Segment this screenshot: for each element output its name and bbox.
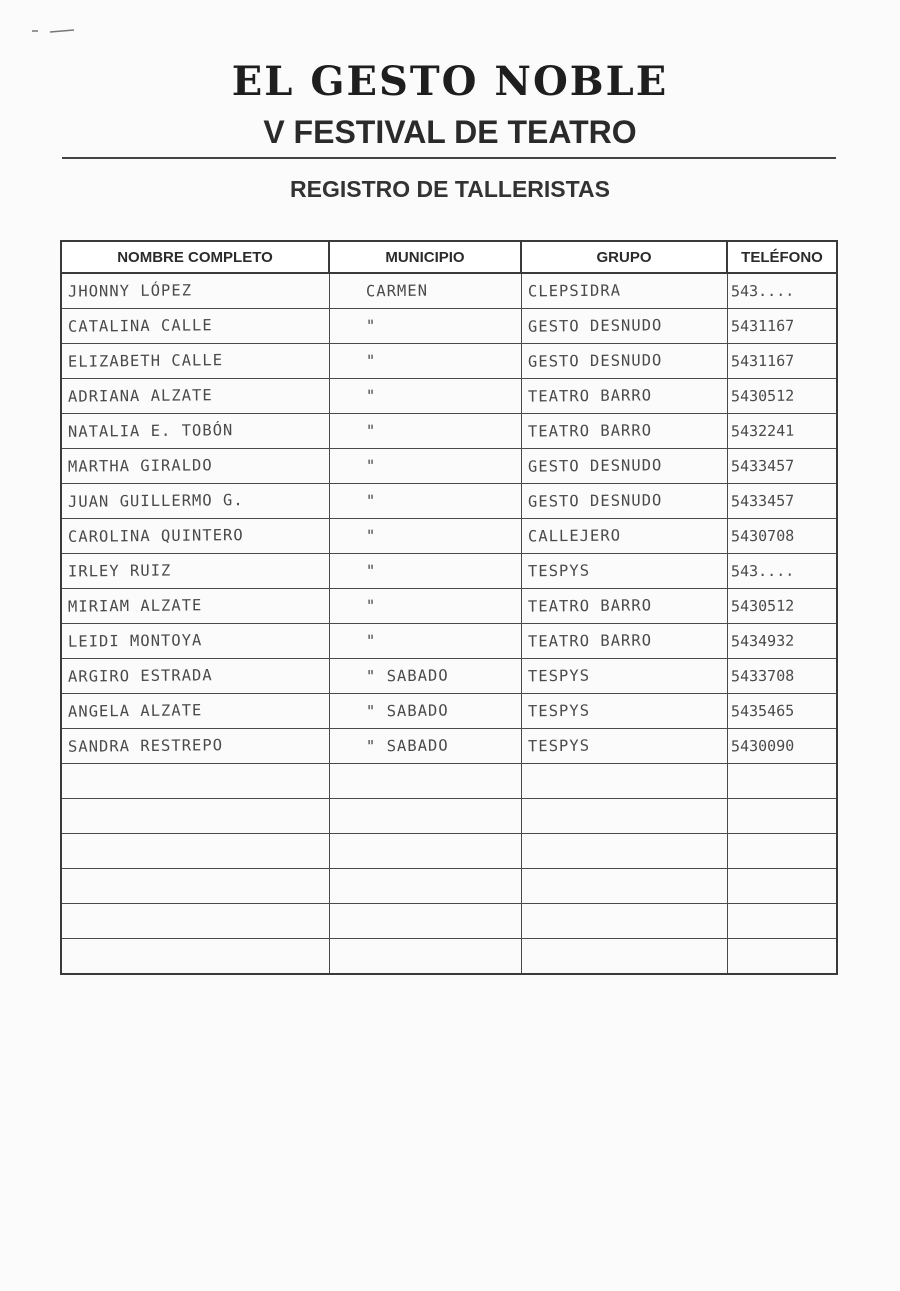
cell-nombre-text: ARGIRO ESTRADA bbox=[67, 666, 213, 686]
cell-grupo-text: TEATRO BARRO bbox=[527, 421, 652, 441]
cell-nombre-text: JUAN GUILLERMO G. bbox=[67, 491, 244, 511]
cell-nombre-text: CAROLINA QUINTERO bbox=[67, 526, 244, 546]
table-row bbox=[61, 869, 837, 904]
table-row bbox=[61, 624, 837, 659]
cell-municipio-text: " bbox=[365, 456, 376, 476]
cell-telefono bbox=[727, 764, 837, 799]
cell-grupo-text: TEATRO BARRO bbox=[527, 631, 652, 651]
header-telefono: TELÉFONO bbox=[727, 241, 837, 273]
header-municipio: MUNICIPIO bbox=[329, 241, 521, 273]
cell-nombre bbox=[61, 624, 329, 659]
cell-nombre bbox=[61, 834, 329, 869]
table-row bbox=[61, 309, 837, 344]
table-row bbox=[61, 589, 837, 624]
document-title: EL GESTO NOBLE bbox=[231, 58, 669, 105]
cell-nombre-text: ELIZABETH CALLE bbox=[67, 351, 224, 371]
cell-municipio-text: " SABADO bbox=[365, 666, 449, 686]
cell-telefono bbox=[727, 729, 837, 764]
cell-telefono-text: 543.... bbox=[730, 281, 794, 301]
cell-municipio-text: CARMEN bbox=[365, 281, 428, 301]
cell-nombre-text: NATALIA E. TOBÓN bbox=[67, 421, 234, 441]
cell-telefono-text: 543.... bbox=[730, 561, 794, 581]
cell-telefono bbox=[727, 624, 837, 659]
cell-telefono bbox=[727, 589, 837, 624]
table-row bbox=[61, 554, 837, 589]
table-row bbox=[61, 344, 837, 379]
cell-nombre bbox=[61, 904, 329, 939]
cell-nombre-text: MIRIAM ALZATE bbox=[67, 596, 203, 616]
cell-municipio-text: " bbox=[365, 351, 376, 371]
cell-telefono bbox=[727, 554, 837, 589]
cell-municipio bbox=[329, 729, 521, 764]
header-nombre: NOMBRE COMPLETO bbox=[61, 241, 329, 273]
cell-nombre bbox=[61, 519, 329, 554]
table-row bbox=[61, 449, 837, 484]
cell-telefono bbox=[727, 484, 837, 519]
cell-grupo-text: GESTO DESNUDO bbox=[527, 456, 662, 476]
cell-telefono-text: 5431167 bbox=[730, 351, 794, 371]
cell-nombre bbox=[61, 273, 329, 309]
table-row bbox=[61, 939, 837, 975]
cell-nombre bbox=[61, 589, 329, 624]
cell-municipio-text: " bbox=[365, 526, 376, 546]
cell-grupo-text: GESTO DESNUDO bbox=[527, 351, 662, 371]
cell-telefono-text: 5435465 bbox=[730, 701, 794, 721]
cell-municipio-text: " bbox=[365, 596, 376, 616]
cell-nombre-text: MARTHA GIRALDO bbox=[67, 456, 213, 476]
table-row bbox=[61, 659, 837, 694]
register-table bbox=[60, 240, 838, 975]
header-grupo: GRUPO bbox=[521, 241, 727, 273]
table-row bbox=[61, 519, 837, 554]
cell-municipio bbox=[329, 414, 521, 449]
cell-grupo bbox=[521, 449, 727, 484]
table-row bbox=[61, 904, 837, 939]
cell-nombre bbox=[61, 799, 329, 834]
table-row bbox=[61, 379, 837, 414]
cell-grupo bbox=[521, 764, 727, 799]
cell-municipio bbox=[329, 554, 521, 589]
cell-grupo-text: CLEPSIDRA bbox=[527, 281, 621, 301]
cell-nombre bbox=[61, 414, 329, 449]
cell-grupo bbox=[521, 554, 727, 589]
cell-municipio-text: " bbox=[365, 561, 376, 581]
cell-grupo-text: CALLEJERO bbox=[527, 526, 621, 546]
cell-grupo-text: TESPYS bbox=[527, 561, 590, 581]
cell-nombre bbox=[61, 449, 329, 484]
cell-municipio bbox=[329, 379, 521, 414]
cell-municipio bbox=[329, 449, 521, 484]
cell-grupo-text: TESPYS bbox=[527, 701, 590, 721]
table-row bbox=[61, 799, 837, 834]
cell-nombre bbox=[61, 869, 329, 904]
cell-municipio bbox=[329, 519, 521, 554]
cell-telefono bbox=[727, 379, 837, 414]
document-subtitle: V FESTIVAL DE TEATRO bbox=[263, 114, 637, 150]
cell-municipio-text: " bbox=[365, 421, 376, 441]
cell-telefono bbox=[727, 414, 837, 449]
cell-telefono bbox=[727, 659, 837, 694]
cell-grupo bbox=[521, 869, 727, 904]
cell-grupo bbox=[521, 939, 727, 975]
cell-telefono-text: 5433457 bbox=[730, 491, 794, 511]
cell-telefono-text: 5430512 bbox=[730, 386, 794, 406]
cell-telefono-text: 5432241 bbox=[730, 421, 794, 441]
cell-municipio-text: " bbox=[365, 386, 376, 406]
cell-municipio-text: " bbox=[365, 631, 376, 651]
cell-nombre bbox=[61, 484, 329, 519]
cell-nombre bbox=[61, 729, 329, 764]
cell-grupo-text: TESPYS bbox=[527, 736, 590, 756]
cell-grupo-text: TEATRO BARRO bbox=[527, 596, 652, 616]
cell-municipio-text: " bbox=[365, 316, 376, 336]
cell-municipio bbox=[329, 309, 521, 344]
cell-municipio bbox=[329, 904, 521, 939]
cell-nombre bbox=[61, 694, 329, 729]
cell-municipio bbox=[329, 764, 521, 799]
cell-telefono-text: 5433708 bbox=[730, 666, 794, 686]
table-row bbox=[61, 834, 837, 869]
cell-grupo bbox=[521, 904, 727, 939]
cell-grupo bbox=[521, 799, 727, 834]
cell-telefono bbox=[727, 834, 837, 869]
cell-grupo-text: GESTO DESNUDO bbox=[527, 316, 662, 336]
cell-telefono-text: 5430512 bbox=[730, 596, 794, 616]
cell-grupo bbox=[521, 273, 727, 309]
cell-telefono-text: 5433457 bbox=[730, 456, 794, 476]
title-divider bbox=[62, 157, 836, 159]
cell-grupo bbox=[521, 694, 727, 729]
cell-municipio bbox=[329, 589, 521, 624]
cell-nombre bbox=[61, 659, 329, 694]
cell-telefono-text: 5430090 bbox=[730, 736, 794, 756]
cell-telefono bbox=[727, 694, 837, 729]
cell-municipio bbox=[329, 624, 521, 659]
cell-municipio bbox=[329, 834, 521, 869]
cell-grupo bbox=[521, 624, 727, 659]
cell-municipio bbox=[329, 273, 521, 309]
cell-grupo bbox=[521, 589, 727, 624]
cell-telefono bbox=[727, 449, 837, 484]
cell-nombre-text: CATALINA CALLE bbox=[67, 316, 213, 336]
table-row bbox=[61, 414, 837, 449]
cell-nombre bbox=[61, 939, 329, 975]
cell-municipio-text: " SABADO bbox=[365, 736, 449, 756]
table-header-row bbox=[61, 241, 837, 273]
cell-telefono-text: 5430708 bbox=[730, 526, 794, 546]
cell-municipio bbox=[329, 694, 521, 729]
cell-municipio bbox=[329, 344, 521, 379]
cell-municipio bbox=[329, 484, 521, 519]
cell-telefono bbox=[727, 869, 837, 904]
cell-nombre-text: IRLEY RUIZ bbox=[67, 561, 172, 581]
cell-nombre-text: ANGELA ALZATE bbox=[67, 701, 203, 721]
cell-telefono bbox=[727, 939, 837, 975]
cell-nombre-text: JHONNY LÓPEZ bbox=[67, 281, 193, 301]
cell-municipio bbox=[329, 799, 521, 834]
cell-municipio-text: " SABADO bbox=[365, 701, 449, 721]
cell-nombre bbox=[61, 554, 329, 589]
cell-grupo bbox=[521, 729, 727, 764]
table-row bbox=[61, 694, 837, 729]
cell-nombre bbox=[61, 764, 329, 799]
cell-grupo bbox=[521, 519, 727, 554]
cell-telefono bbox=[727, 799, 837, 834]
cell-nombre-text: SANDRA RESTREPO bbox=[67, 736, 224, 756]
cell-grupo-text: TEATRO BARRO bbox=[527, 386, 652, 406]
cell-telefono bbox=[727, 904, 837, 939]
cell-municipio bbox=[329, 939, 521, 975]
cell-nombre bbox=[61, 379, 329, 414]
cell-grupo bbox=[521, 414, 727, 449]
cell-grupo-text: GESTO DESNUDO bbox=[527, 491, 662, 511]
register-heading: REGISTRO DE TALLERISTAS bbox=[290, 176, 610, 202]
cell-telefono bbox=[727, 273, 837, 309]
cell-nombre bbox=[61, 344, 329, 379]
cell-grupo bbox=[521, 344, 727, 379]
cell-nombre-text: ADRIANA ALZATE bbox=[67, 386, 213, 406]
table-body bbox=[61, 273, 837, 974]
cell-nombre-text: LEIDI MONTOYA bbox=[67, 631, 203, 651]
cell-nombre bbox=[61, 309, 329, 344]
cell-telefono bbox=[727, 519, 837, 554]
cell-municipio bbox=[329, 659, 521, 694]
cell-grupo bbox=[521, 834, 727, 869]
table-row bbox=[61, 484, 837, 519]
cell-telefono-text: 5434932 bbox=[730, 631, 794, 651]
table-row bbox=[61, 273, 837, 309]
table-row bbox=[61, 764, 837, 799]
cell-telefono-text: 5431167 bbox=[730, 316, 794, 336]
cell-telefono bbox=[727, 309, 837, 344]
cell-municipio bbox=[329, 869, 521, 904]
cell-grupo bbox=[521, 309, 727, 344]
cell-grupo bbox=[521, 379, 727, 414]
cell-telefono bbox=[727, 344, 837, 379]
scan-mark bbox=[30, 28, 80, 34]
cell-grupo bbox=[521, 484, 727, 519]
cell-grupo bbox=[521, 659, 727, 694]
cell-grupo-text: TESPYS bbox=[527, 666, 590, 686]
table-row bbox=[61, 729, 837, 764]
cell-municipio-text: " bbox=[365, 491, 376, 511]
